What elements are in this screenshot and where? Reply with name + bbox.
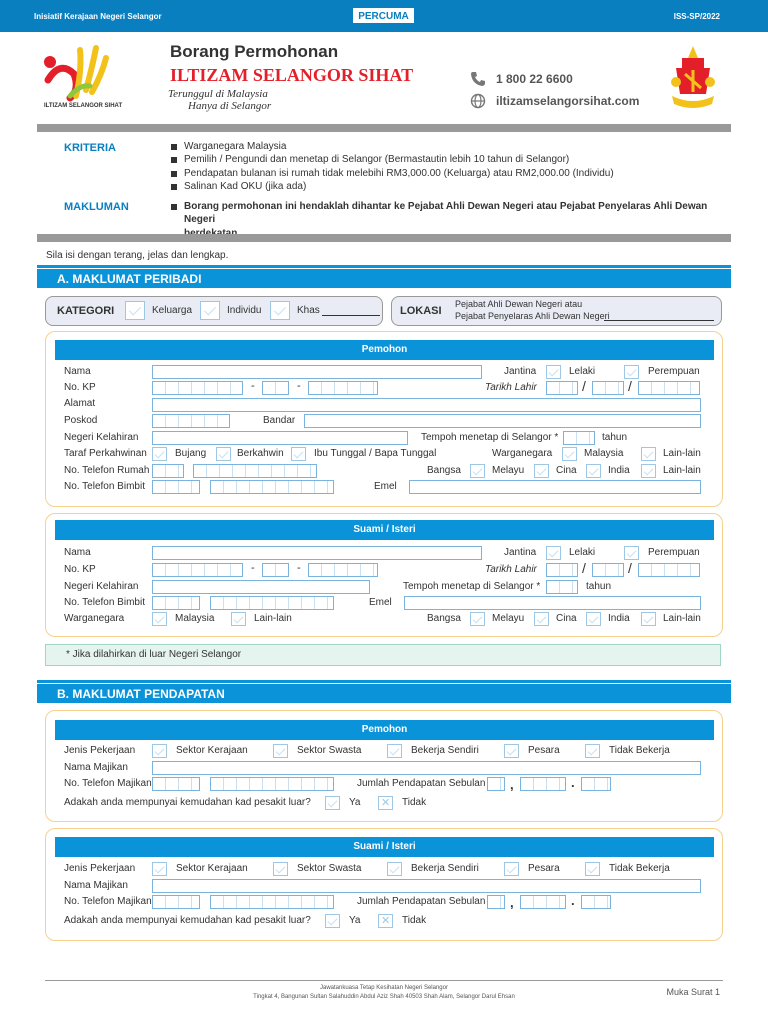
bujang-label: Bujang — [175, 448, 207, 459]
lelaki-checkbox[interactable] — [546, 365, 561, 379]
suami-tempoh-field[interactable] — [546, 580, 578, 594]
jumlah-label: Jumlah Pendapatan Sebulan — [357, 778, 486, 789]
berkahwin-checkbox[interactable] — [216, 447, 231, 461]
individu-label: Individu — [227, 305, 262, 316]
swasta-label: Sektor Swasta — [297, 745, 362, 756]
lainlain-label: Lain-lain — [663, 448, 701, 459]
tel-bimbit-label: No. Telefon Bimbit — [64, 481, 145, 492]
dob-slash: / — [628, 378, 632, 394]
swasta-checkbox[interactable] — [273, 744, 288, 758]
tahun-label: tahun — [602, 432, 628, 443]
tarikh-lahir-label: Tarikh Lahir — [485, 382, 537, 393]
dob-month[interactable] — [592, 381, 624, 395]
suami-tel-code[interactable] — [152, 596, 200, 610]
individu-checkbox[interactable] — [200, 301, 220, 320]
malaysia-label: Malaysia — [175, 613, 215, 624]
melayu-label: Melayu — [492, 613, 525, 624]
nokp-dash: - — [297, 562, 301, 574]
website: iltizamselangorsihat.com — [496, 94, 640, 108]
suami-nokp-part2[interactable] — [262, 563, 289, 577]
warganegara-label: Warganegara — [492, 448, 553, 459]
dob-slash: / — [628, 560, 632, 576]
suami-income-cents[interactable] — [581, 895, 611, 909]
pesara-label: Pesara — [528, 863, 560, 874]
section-a-header: A. MAKLUMAT PERIBADI — [37, 269, 731, 289]
nokp-dash: - — [251, 380, 255, 392]
decimal-point: . — [571, 893, 575, 908]
income-cents[interactable] — [581, 777, 611, 791]
suami-lelaki-checkbox[interactable] — [546, 546, 561, 560]
jantina-label: Jantina — [504, 547, 537, 558]
footer-committee: Jawatankuasa Tetap Kesihatan Negeri Selangor — [320, 985, 448, 991]
kelahiran-label: Negeri Kelahiran — [64, 581, 139, 592]
tel-bimbit-code[interactable] — [152, 480, 200, 494]
suami-dob-day[interactable] — [546, 563, 578, 577]
alamat-field[interactable] — [152, 398, 701, 412]
section-b-header: B. MAKLUMAT PENDAPATAN — [37, 684, 731, 704]
logo-caption: ILTIZAM SELANGOR SIHAT — [44, 103, 123, 109]
swasta-label: Sektor Swasta — [297, 863, 362, 874]
suami-tel-number[interactable] — [210, 596, 334, 610]
tidak-bekerja-label: Tidak Bekerja — [609, 745, 670, 756]
nokp-label: No. KP — [64, 382, 96, 393]
income-pemohon-header: Pemohon — [55, 720, 714, 740]
tempoh-field[interactable] — [563, 431, 595, 445]
tagline-line-1: Terunggul di Malaysia — [168, 88, 268, 100]
phone-number: 1 800 22 6600 — [496, 72, 573, 86]
bujang-checkbox[interactable] — [152, 447, 167, 461]
suami-malaysia-checkbox[interactable] — [152, 612, 167, 626]
khas-checkbox[interactable] — [270, 301, 290, 320]
lokasi-field[interactable] — [604, 310, 714, 321]
lokasi-line-1: Pejabat Ahli Dewan Negeri atau — [455, 299, 583, 309]
kad-tidak-checkbox[interactable] — [378, 796, 393, 810]
tel-bimbit-number[interactable] — [210, 480, 334, 494]
suami-nama-field[interactable] — [152, 546, 482, 560]
kerajaan-checkbox[interactable] — [152, 744, 167, 758]
pemohon-header: Pemohon — [55, 340, 714, 360]
nama-label: Nama — [64, 547, 91, 558]
bangsa-lain-checkbox[interactable] — [641, 464, 656, 478]
kad-question: Adakah anda mempunyai kemudahan kad pesakit luar? — [64, 915, 311, 926]
khas-label: Khas — [297, 305, 320, 316]
suami-header: Suami / Isteri — [55, 520, 714, 540]
bandar-field[interactable] — [304, 414, 701, 428]
keluarga-checkbox[interactable] — [125, 301, 145, 320]
web-row — [470, 90, 639, 112]
nama-field[interactable] — [152, 365, 482, 379]
kriteria-label: KRITERIA — [64, 142, 116, 154]
bangsa-lain-label: Lain-lain — [663, 465, 701, 476]
suami-nokp-part1[interactable] — [152, 563, 243, 577]
kad-question: Adakah anda mempunyai kemudahan kad pesakit luar? — [64, 797, 311, 808]
phone-row — [470, 68, 639, 90]
income-thousands[interactable] — [487, 777, 505, 791]
kriteria-item: Pendapatan bulanan isi rumah tidak melebihi RM3,000.00 (Keluarga) atau RM2,000.00 (Individu) — [170, 167, 614, 180]
pesara-checkbox[interactable] — [504, 744, 519, 758]
suami-india-checkbox[interactable] — [586, 612, 601, 626]
suami-lainlain-checkbox[interactable] — [231, 612, 246, 626]
divider-mid — [37, 234, 731, 242]
nokp-part3[interactable] — [308, 381, 378, 395]
contact-block — [470, 68, 639, 112]
comma: , — [510, 895, 514, 910]
majikan-field[interactable] — [152, 761, 701, 775]
kelahiran-field[interactable] — [152, 431, 408, 445]
suami-bangsa-lain-checkbox[interactable] — [641, 612, 656, 626]
kriteria-item: Salinan Kad OKU (jika ada) — [170, 180, 614, 193]
nokp-dash: - — [297, 380, 301, 392]
kriteria-list — [170, 140, 614, 193]
footer-rule — [45, 980, 723, 981]
suami-tel-majikan-code[interactable] — [152, 895, 200, 909]
perempuan-checkbox[interactable] — [624, 365, 639, 379]
nokp-part2[interactable] — [262, 381, 289, 395]
ibu-tunggal-label: Ibu Tunggal / Bapa Tunggal — [314, 448, 437, 459]
india-label: India — [608, 465, 630, 476]
tel-rumah-code[interactable] — [152, 464, 184, 478]
malaysia-checkbox[interactable] — [562, 447, 577, 461]
tel-majikan-label: No. Telefon Majikan — [64, 896, 152, 907]
suami-emel-field[interactable] — [404, 596, 701, 610]
comma: , — [510, 777, 514, 792]
footnote-box: * Jika dilahirkan di luar Negeri Selangor — [45, 644, 721, 666]
brand-title: ILTIZAM SELANGOR SIHAT — [170, 65, 414, 85]
cina-checkbox[interactable] — [534, 464, 549, 478]
form-title: Borang Permohonan — [170, 42, 339, 61]
tahun-label: tahun — [586, 581, 612, 592]
tempoh-label: Tempoh menetap di Selangor * — [421, 432, 559, 443]
selangor-crest — [668, 44, 718, 112]
suami-dob-month[interactable] — [592, 563, 624, 577]
tel-majikan-code[interactable] — [152, 777, 200, 791]
melayu-label: Melayu — [492, 465, 525, 476]
suami-swasta-checkbox[interactable] — [273, 862, 288, 876]
bangsa-label: Bangsa — [427, 465, 461, 476]
bangsa-label: Bangsa — [427, 613, 461, 624]
kerajaan-label: Sektor Kerajaan — [176, 745, 248, 756]
makluman-line-1: Borang permohonan ini hendaklah dihantar ke Pejabat Ahli Dewan Negeri atau Pejabat Penyelaras Ahli Dewan Negeri — [184, 201, 708, 226]
form-code: ISS-SP/2022 — [673, 12, 720, 21]
perempuan-label: Perempuan — [648, 547, 700, 558]
jumlah-label: Jumlah Pendapatan Sebulan — [357, 896, 486, 907]
nama-label: Nama — [64, 366, 91, 377]
tel-rumah-label: No. Telefon Rumah — [64, 465, 150, 476]
poskod-label: Poskod — [64, 415, 98, 426]
sendiri-label: Bekerja Sendiri — [411, 745, 479, 756]
keluarga-label: Keluarga — [152, 305, 193, 316]
perempuan-label: Perempuan — [648, 366, 700, 377]
tel-majikan-label: No. Telefon Majikan — [64, 778, 152, 789]
tel-majikan-number[interactable] — [210, 777, 334, 791]
suami-dob-year[interactable] — [638, 563, 700, 577]
lelaki-label: Lelaki — [569, 547, 596, 558]
tagline-line-2: Hanya di Selangor — [188, 100, 272, 112]
lokasi-label: LOKASI — [400, 305, 442, 317]
instruction-text: Sila isi dengan terang, jelas dan lengkap. — [46, 250, 229, 261]
divider-top — [37, 124, 731, 132]
dob-slash: / — [582, 560, 586, 576]
lelaki-label: Lelaki — [569, 366, 596, 377]
malaysia-label: Malaysia — [584, 448, 624, 459]
khas-field[interactable] — [322, 305, 380, 316]
nokp-part1[interactable] — [152, 381, 243, 395]
majikan-label: Nama Majikan — [64, 762, 128, 773]
emel-label: Emel — [374, 481, 397, 492]
tel-bimbit-label: No. Telefon Bimbit — [64, 597, 145, 608]
suami-income-hundreds[interactable] — [520, 895, 566, 909]
kelahiran-label: Negeri Kelahiran — [64, 432, 139, 443]
dob-year[interactable] — [638, 381, 700, 395]
tel-rumah-number[interactable] — [193, 464, 317, 478]
cina-label: Cina — [556, 465, 577, 476]
ya-label: Ya — [349, 915, 361, 926]
kriteria-item: Warganegara Malaysia — [170, 140, 614, 153]
emel-label: Emel — [369, 597, 392, 608]
alamat-label: Alamat — [64, 398, 96, 409]
tarikh-lahir-label: Tarikh Lahir — [485, 564, 537, 575]
suami-kad-ya-checkbox[interactable] — [325, 914, 340, 928]
lokasi-line-2: Pejabat Penyelaras Ahli Dewan Negeri — [455, 311, 610, 321]
melayu-checkbox[interactable] — [470, 464, 485, 478]
suami-income-thousands[interactable] — [487, 895, 505, 909]
majikan-label: Nama Majikan — [64, 880, 128, 891]
jenis-label: Jenis Pekerjaan — [64, 745, 136, 756]
income-suami-header: Suami / Isteri — [55, 837, 714, 857]
suami-kad-tidak-checkbox[interactable] — [378, 914, 393, 928]
dob-day[interactable] — [546, 381, 578, 395]
decimal-point: . — [571, 775, 575, 790]
tidak-bekerja-checkbox[interactable] — [585, 744, 600, 758]
bangsa-lain-label: Lain-lain — [663, 613, 701, 624]
pesara-label: Pesara — [528, 745, 560, 756]
india-label: India — [608, 613, 630, 624]
free-badge: PERCUMA — [352, 7, 415, 24]
globe-icon — [470, 93, 486, 109]
suami-cina-checkbox[interactable] — [534, 612, 549, 626]
tidak-bekerja-label: Tidak Bekerja — [609, 863, 670, 874]
emel-field[interactable] — [409, 480, 701, 494]
warganegara-label: Warganegara — [64, 613, 125, 624]
sendiri-checkbox[interactable] — [387, 744, 402, 758]
kad-ya-checkbox[interactable] — [325, 796, 340, 810]
tidak-label: Tidak — [402, 797, 427, 808]
nokp-label: No. KP — [64, 564, 96, 575]
suami-tel-majikan-number[interactable] — [210, 895, 334, 909]
kerajaan-label: Sektor Kerajaan — [176, 863, 248, 874]
nokp-dash: - — [251, 562, 255, 574]
suami-melayu-checkbox[interactable] — [470, 612, 485, 626]
jenis-label: Jenis Pekerjaan — [64, 863, 136, 874]
dob-slash: / — [582, 378, 586, 394]
lainlain-checkbox[interactable] — [641, 447, 656, 461]
income-hundreds[interactable] — [520, 777, 566, 791]
suami-perempuan-checkbox[interactable] — [624, 546, 639, 560]
ibu-tunggal-checkbox[interactable] — [291, 447, 306, 461]
iltizam-logo — [40, 40, 140, 112]
kriteria-item: Pemilih / Pengundi dan menetap di Selangor (Bermastautin lebih 10 tahun di Selangor) — [170, 153, 614, 166]
footer-address: Tingkat 4, Bangunan Sultan Salahuddin Abdul Aziz Shah 40503 Shah Alam, Selangor Darul Ehsan — [253, 994, 515, 1000]
tidak-label: Tidak — [402, 915, 427, 926]
sendiri-label: Bekerja Sendiri — [411, 863, 479, 874]
top-banner — [0, 0, 768, 32]
tempoh-label: Tempoh menetap di Selangor * — [403, 581, 541, 592]
cina-label: Cina — [556, 613, 577, 624]
initiative-label: Inisiatif Kerajaan Negeri Selangor — [34, 12, 162, 21]
poskod-field[interactable] — [152, 414, 230, 428]
lainlain-label: Lain-lain — [254, 613, 292, 624]
taraf-label: Taraf Perkahwinan — [64, 448, 147, 459]
suami-pesara-checkbox[interactable] — [504, 862, 519, 876]
suami-kerajaan-checkbox[interactable] — [152, 862, 167, 876]
suami-nokp-part3[interactable] — [308, 563, 378, 577]
berkahwin-label: Berkahwin — [237, 448, 284, 459]
phone-icon — [470, 71, 486, 87]
suami-tidak-bekerja-checkbox[interactable] — [585, 862, 600, 876]
page-number: Muka Surat 1 — [666, 987, 720, 997]
suami-kelahiran-field[interactable] — [152, 580, 370, 594]
jantina-label: Jantina — [504, 366, 537, 377]
bandar-label: Bandar — [263, 415, 296, 426]
ya-label: Ya — [349, 797, 361, 808]
suami-majikan-field[interactable] — [152, 879, 701, 893]
india-checkbox[interactable] — [586, 464, 601, 478]
kategori-label: KATEGORI — [57, 305, 115, 317]
suami-sendiri-checkbox[interactable] — [387, 862, 402, 876]
makluman-label: MAKLUMAN — [64, 201, 129, 213]
tagline — [168, 88, 271, 112]
